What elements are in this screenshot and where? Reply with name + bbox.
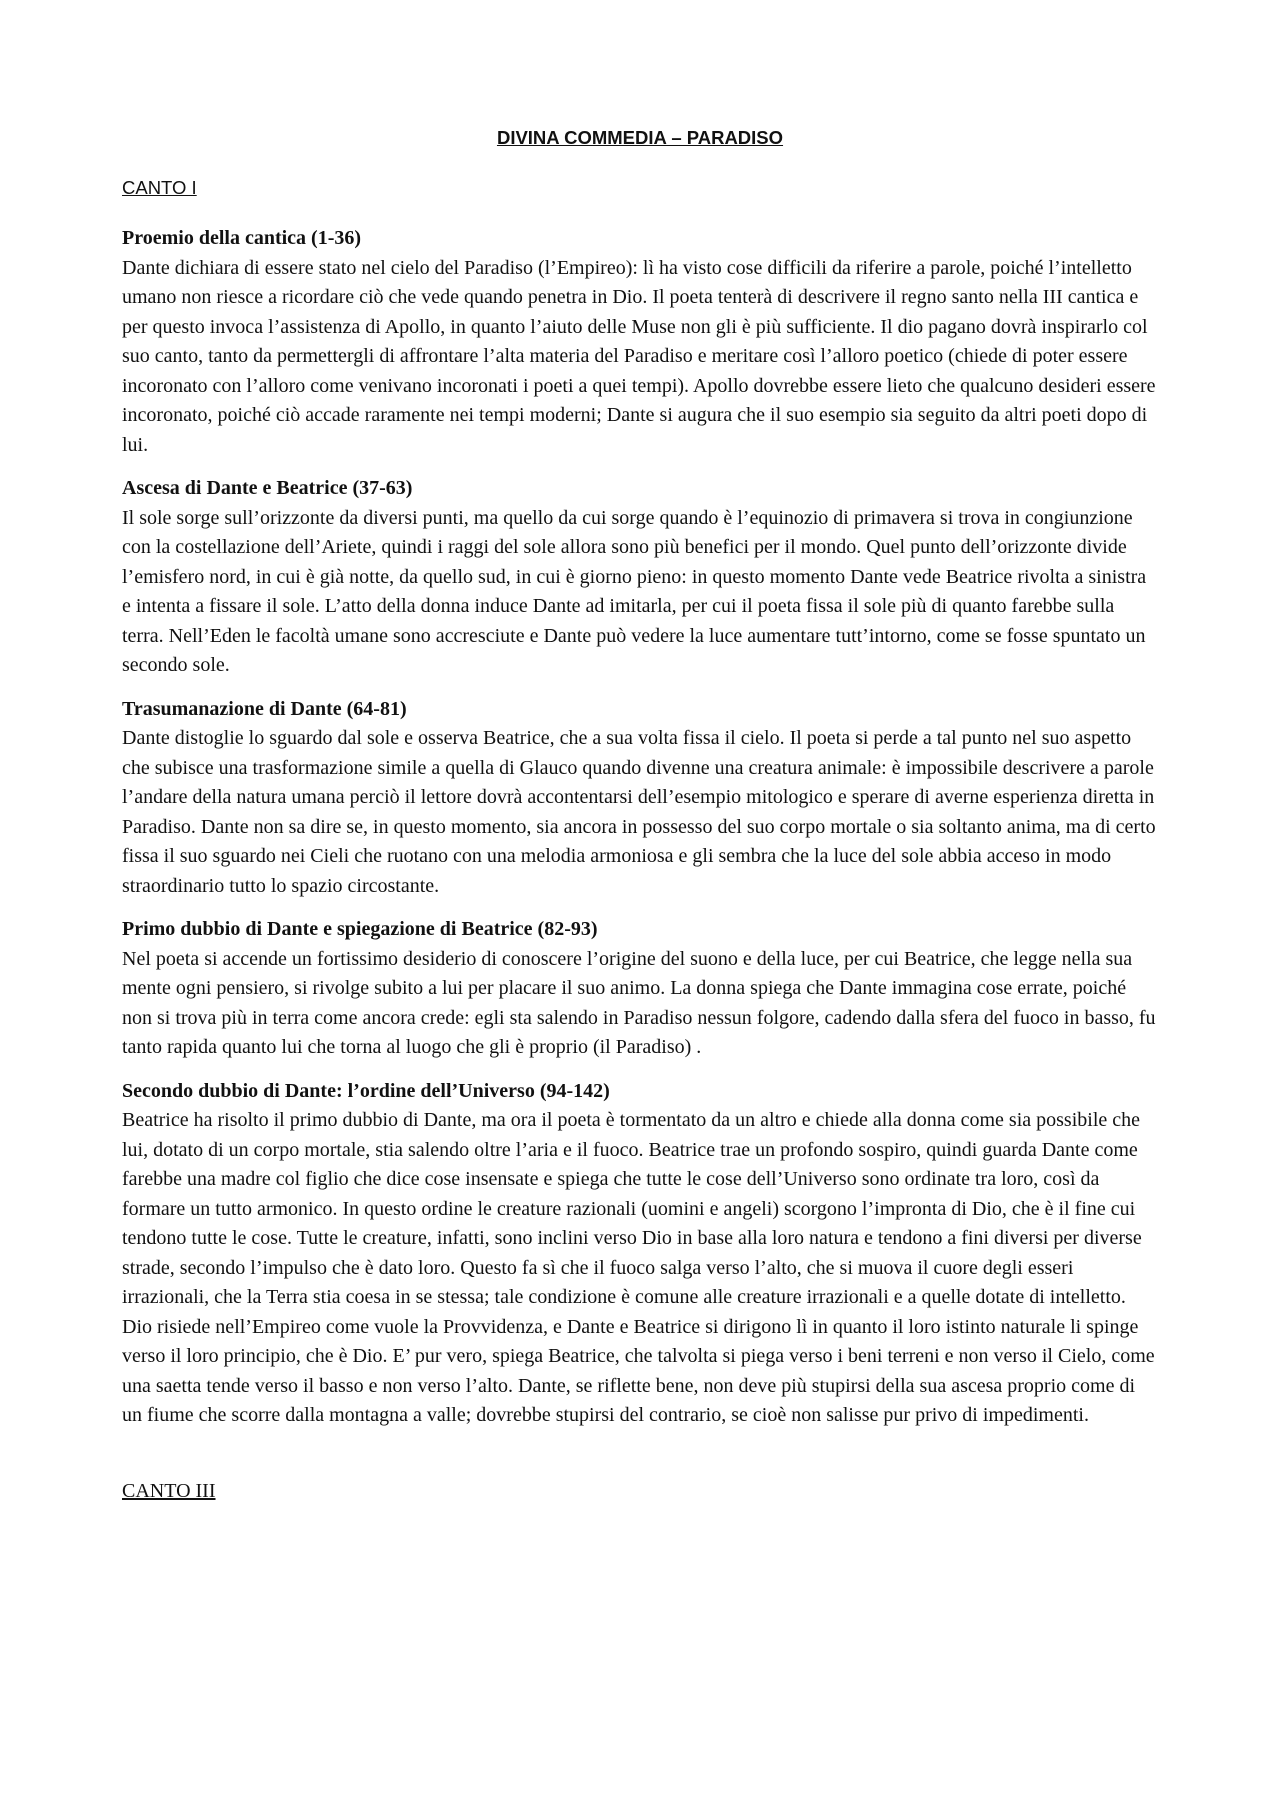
section-body: Nel poeta si accende un fortissimo desiderio di conoscere l’origine del suono e della luce, per cui Beatrice, che legge nella sua mente ogni pensiero, si rivolge subito a lui per placare il suo animo. La donna spiega che Dante immagina cose errate, poiché non si trova più in terra come ancora crede: egli sta salendo in Paradiso nessun folgore, cadendo dalla sfera del fuoco in basso, fu tanto rapida quanto lui che torna al luogo che gli è proprio (il Paradiso) .	[122, 947, 1156, 1058]
section-trasumanazione	[122, 695, 1158, 902]
section-title: Trasumanazione di Dante (64-81)	[122, 697, 407, 720]
canto-heading-1: CANTO I	[122, 177, 197, 198]
section-primo-dubbio	[122, 915, 1158, 1063]
section-body: Beatrice ha risolto il primo dubbio di Dante, ma ora il poeta è tormentato da un altro e chiede alla donna come sia possibile che lui, dotato di un corpo mortale, stia salendo oltre l’aria e il fuoco. Beatrice trae un profondo sospiro, quindi guarda Dante come farebbe una madre col figlio che dice cose insensate e spiega che tutte le cose dell’Universo sono ordinate tra loro, così da formare un tutto armonico. In questo ordine le creature razionali (uomini e angeli) scorgono l’impronta di Dio, che è il fine cui tendono tutte le cose. Tutte le creature, infatti, sono inclini verso Dio in base alla loro natura e tendono a fini diversi per diverse strade, secondo l’impulso che è dato loro. Questo fa sì che il fuoco salga verso l’alto, che si muova il cuore degli esseri irrazionali, che la Terra stia coesa in se stessa; tale condizione è comune alle creature irrazionali e a quelle dotate di intelletto. Dio risiede nell’Empireo come vuole la Provvidenza, e Dante e Beatrice si dirigono lì in quanto il loro istinto naturale li spinge verso il loro principio, che è Dio. E’ pur vero, spiega Beatrice, che talvolta si piega verso i beni terreni e non verso il Cielo, come una saetta tende verso il basso e non verso l’alto. Dante, se riflette bene, non deve più stupirsi della sua ascesa proprio come di un fiume che scorre dalla montagna a valle; dovrebbe stupirsi del contrario, se cioè non salisse pur privo di impedimenti.	[122, 1109, 1155, 1426]
section-body: Dante dichiara di essere stato nel cielo del Paradiso (l’Empireo): lì ha visto cose difficili da riferire a parole, poiché l’intelletto umano non riesce a ricordare ciò che vede quando penetra in Dio. Il poeta tenterà di descrivere il regno santo nella III cantica e per questo invoca l’assistenza di Apollo, in quanto l’aiuto delle Muse non gli è più sufficiente. Il dio pagano dovrà inspirarlo col suo canto, tanto da permettergli di affrontare l’alta materia del Paradiso e meritare così l’alloro poetico (chiede di poter essere incoronato con l’alloro come venivano incoronati i poeti a quei tempi). Apollo dovrebbe essere lieto che qualcuno desideri essere incoronato, poiché ciò accade raramente nei tempi moderni; Dante si augura che il suo esempio sia seguito da altri poeti dopo di lui.	[122, 256, 1156, 456]
section-title: Proemio della cantica (1-36)	[122, 227, 362, 249]
canto-heading-3: CANTO III	[122, 1479, 216, 1502]
section-title: Secondo dubbio di Dante: l’ordine dell’Universo (94-142)	[122, 1079, 610, 1102]
section-body: Dante distoglie lo sguardo dal sole e osserva Beatrice, che a sua volta fissa il cielo. Il poeta si perde a tal punto nel suo aspetto che subisce una trasformazione simile a quella di Glauco quando divenne una creatura animale: è impossibile descrivere a parole l’andare della natura umana perciò il lettore dovrà accontentarsi dell’esempio mitologico e sperare di averne esperienza diretta in Paradiso. Dante non sa dire se, in questo momento, sia ancora in possesso del suo corpo mortale o sia soltanto anima, ma di certo fissa il suo sguardo nei Cieli che ruotano con una melodia armoniosa e gli sembra che la luce del sole abbia acceso in modo straordinario tutto lo spazio circostante.	[122, 727, 1156, 897]
section-title: Ascesa di Dante e Beatrice (37-63)	[122, 477, 413, 499]
section-ascesa	[122, 474, 1158, 681]
document-page	[122, 124, 1158, 1506]
section-title: Primo dubbio di Dante e spiegazione di Beatrice (82-93)	[122, 918, 598, 940]
section-body: Il sole sorge sull’orizzonte da diversi punti, ma quello da cui sorge quando è l’equinozio di primavera si trova in congiunzione con la costellazione dell’Ariete, quindi i raggi del sole allora sono più benefici per il mondo. Quel punto dell’orizzonte divide l’emisfero nord, in cui è già notte, da quello sud, in cui è giorno pieno: in questo momento Dante vede Beatrice rivolta a sinistra e intenta a fissare il sole. L’atto della donna induce Dante ad imitarla, per cui il poeta fissa il sole più di quanto farebbe sulla terra. Nell’Eden le facoltà umane sono accresciute e Dante può vedere la luce aumentare tutt’intorno, come se fosse spuntato un secondo sole.	[122, 506, 1147, 676]
document-title: DIVINA COMMEDIA – PARADISO	[496, 127, 784, 148]
section-secondo-dubbio	[122, 1077, 1158, 1431]
section-proemio	[122, 224, 1158, 460]
